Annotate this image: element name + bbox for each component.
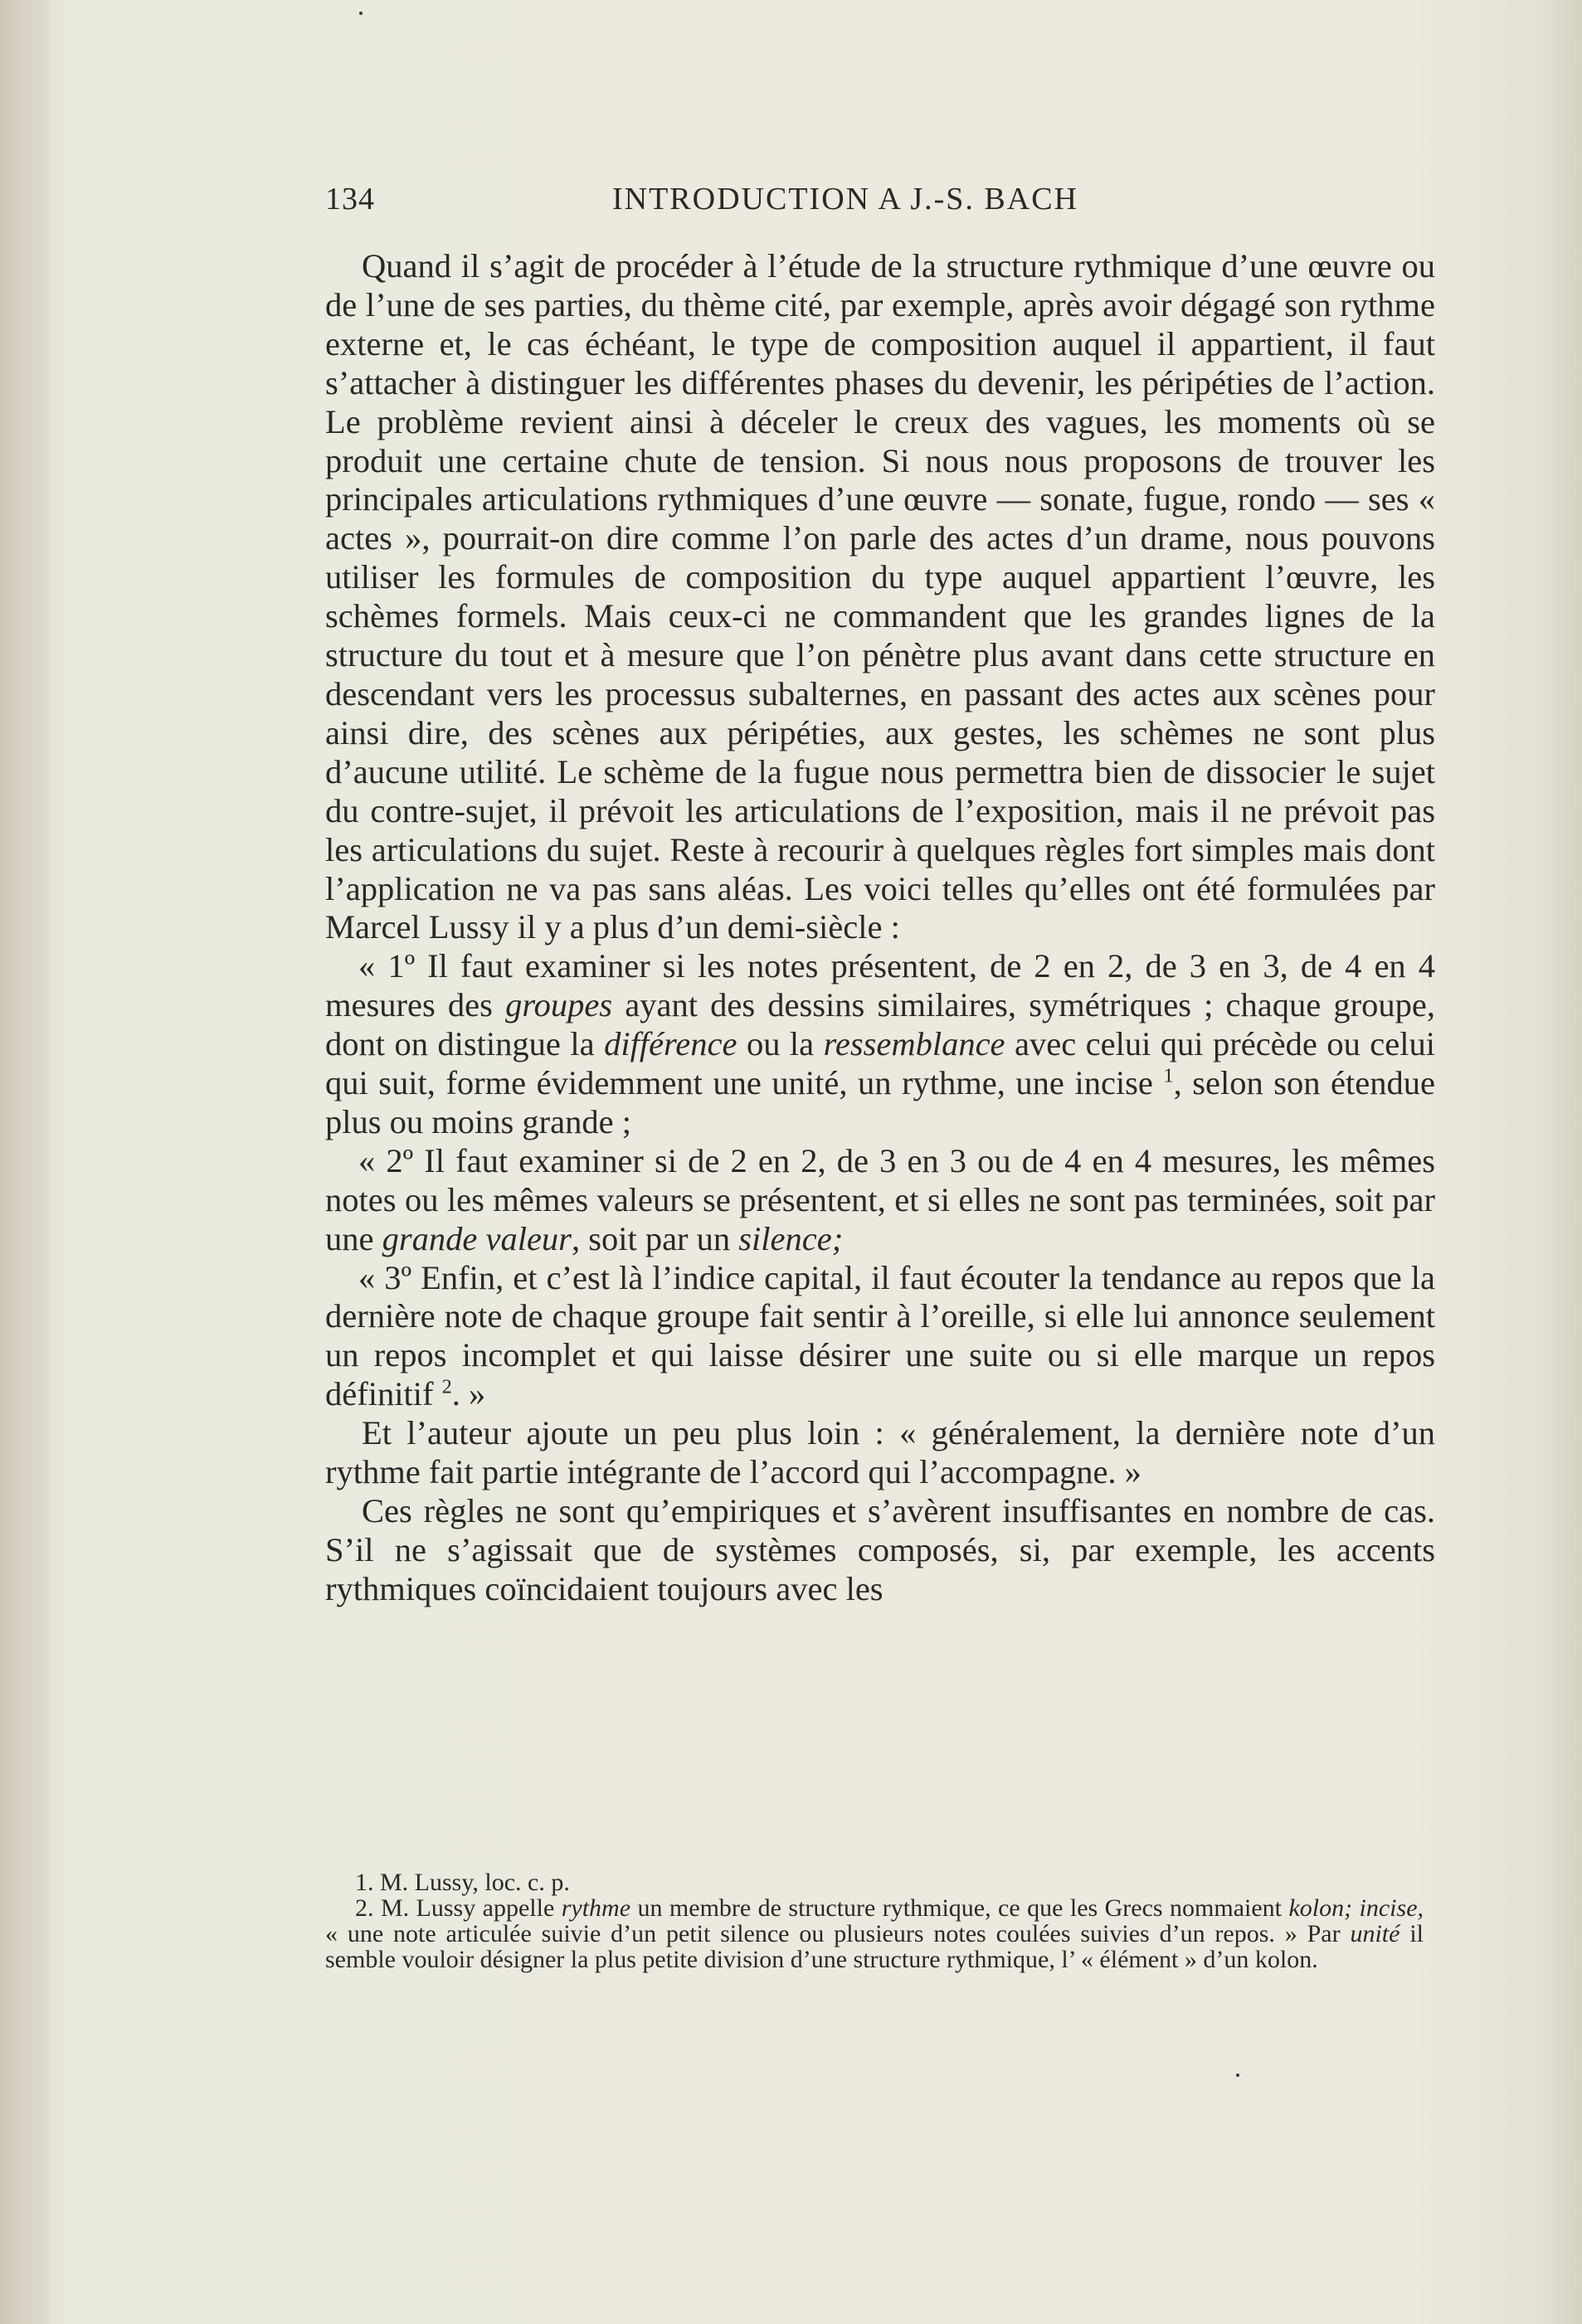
italic-grande-valeur: grande valeur bbox=[382, 1219, 572, 1257]
quote-rule-3-text: . » bbox=[451, 1375, 486, 1413]
page-number: 134 bbox=[325, 182, 375, 216]
footnotes bbox=[325, 1869, 1424, 1972]
quote-rule-1-text: ou la bbox=[737, 1025, 824, 1063]
paper-speck bbox=[1236, 2074, 1239, 2077]
quote-rule-3 bbox=[325, 1259, 1435, 1415]
quote-rule-2 bbox=[325, 1142, 1435, 1259]
running-title: INTRODUCTION A J.-S. BACH bbox=[612, 182, 1078, 216]
paragraph-rules-empirical: Ces règles ne sont qu’empiriques et s’avèrent insuffisantes en nombre de cas. S’il ne s’agissait que de systèmes composés, si, par exemple, les accents rythmiques coïncidaient toujours avec les bbox=[325, 1492, 1435, 1607]
italic-kolon-incise: kolon; incise, bbox=[1288, 1894, 1424, 1922]
italic-unite: unité bbox=[1350, 1920, 1400, 1947]
quote-rule-1-text: ayant des dessins similaires, symétriques ; chaque groupe, dont on distingue la bbox=[325, 986, 1435, 1063]
italic-groupes: groupes bbox=[505, 986, 613, 1024]
italic-silence: silence; bbox=[738, 1219, 844, 1257]
quote-rule-1-text: « 1º Il faut examiner si les notes présentent, de 2 en 2, de 3 en 3, de 4 en 4 mesures des bbox=[325, 947, 1435, 1024]
paragraph-author-adds: Et l’auteur ajoute un peu plus loin : « généralement, la dernière note d’un rythme fait partie intégrante de l’accord qui l’accompagne. » bbox=[325, 1414, 1435, 1491]
italic-ressemblance: ressemblance bbox=[823, 1025, 1005, 1063]
quote-rule-2-text: , soit par un bbox=[571, 1219, 739, 1257]
quote-rule-1-text: , selon son étendue plus ou moins grande ; bbox=[325, 1064, 1435, 1140]
quote-rule-3-text: « 3º Enfin, et c’est là l’indice capital, il faut écouter la tendance au repos que la dernière note de chaque groupe fait sentir à l’oreille, si elle lui annonce seulement un repos incomplet et qui laisse désirer une suite ou si elle marque un repos définitif bbox=[325, 1258, 1435, 1413]
quote-rule-1 bbox=[325, 947, 1435, 1142]
footnote-2-text: un membre de structure rythmique, ce que les Grecs nommaient bbox=[630, 1894, 1289, 1922]
footnote-1: 1. M. Lussy, loc. c. p. bbox=[355, 1869, 570, 1896]
footnote-ref-2[interactable]: 2 bbox=[441, 1375, 452, 1398]
footnote-2 bbox=[325, 1895, 1424, 1972]
footnote-2-text: « une note articulée suivie d’un petit silence ou plusieurs notes coulées suivies d’un repos. » Par bbox=[325, 1920, 1351, 1947]
footnote-2-text: il semble vouloir désigner la plus petite division d’une structure rythmique, l’ « élément » d’un kolon. bbox=[325, 1920, 1424, 1973]
body-text bbox=[325, 247, 1435, 1609]
paper-speck bbox=[359, 12, 363, 15]
footnote-ref-1[interactable]: 1 bbox=[1163, 1064, 1174, 1087]
italic-rythme: rythme bbox=[561, 1894, 631, 1922]
italic-difference: différence bbox=[604, 1025, 737, 1063]
page-gutter bbox=[0, 0, 50, 2324]
running-head bbox=[325, 181, 1429, 227]
paragraph-intro: Quand il s’agit de procéder à l’étude de la structure rythmique d’une œuvre ou de l’une de ses parties, du thème cité, par exemple, après avoir dégagé son rythme externe et, le cas échéant, le type de composition auquel il appartient, il faut s’attacher à distinguer les différentes phases du devenir, les péripéties de l’action. Le problème revient ainsi à déceler le creux des vagues, les moments où se produit une certaine chute de tension. Si nous nous proposons de trouver les principales articulations rythmiques d’une œuvre — sonate, fugue, rondo — ses « actes », pourrait-on dire comme l’on parle des actes d’un drame, nous pouvons utiliser les formules de composition du type auquel appartient l’œuvre, les schèmes formels. Mais ceux-ci ne commandent que les grandes lignes de la structure du tout et à mesure que l’on pénètre plus avant dans cette structure en descendant vers les processus subalternes, en passant des actes aux scènes pour ainsi dire, des scènes aux péripéties, aux gestes, les schèmes ne sont plus d’aucune utilité. Le schème de la fugue nous permettra bien de dissocier le sujet du contre-sujet, il prévoit les articulations de l’exposition, mais il ne prévoit pas les articulations du sujet. Reste à recourir à quelques règles fort simples mais dont l’application ne va pas sans aléas. Les voici telles qu’elles ont été formulées par Marcel Lussy il y a plus d’un demi-siècle : bbox=[325, 247, 1435, 946]
quote-rule-2-text: « 2º Il faut examiner si de 2 en 2, de 3 en 3 ou de 4 en 4 mesures, les mêmes notes ou les mêmes valeurs se présentent, et si elles ne sont pas terminées, soit par une bbox=[325, 1141, 1435, 1257]
quote-rule-1-text: avec celui qui précède ou celui qui suit, forme évidemment une unité, un rythme, une incise bbox=[325, 1025, 1436, 1102]
footnote-2-text: 2. M. Lussy appelle bbox=[355, 1894, 562, 1922]
